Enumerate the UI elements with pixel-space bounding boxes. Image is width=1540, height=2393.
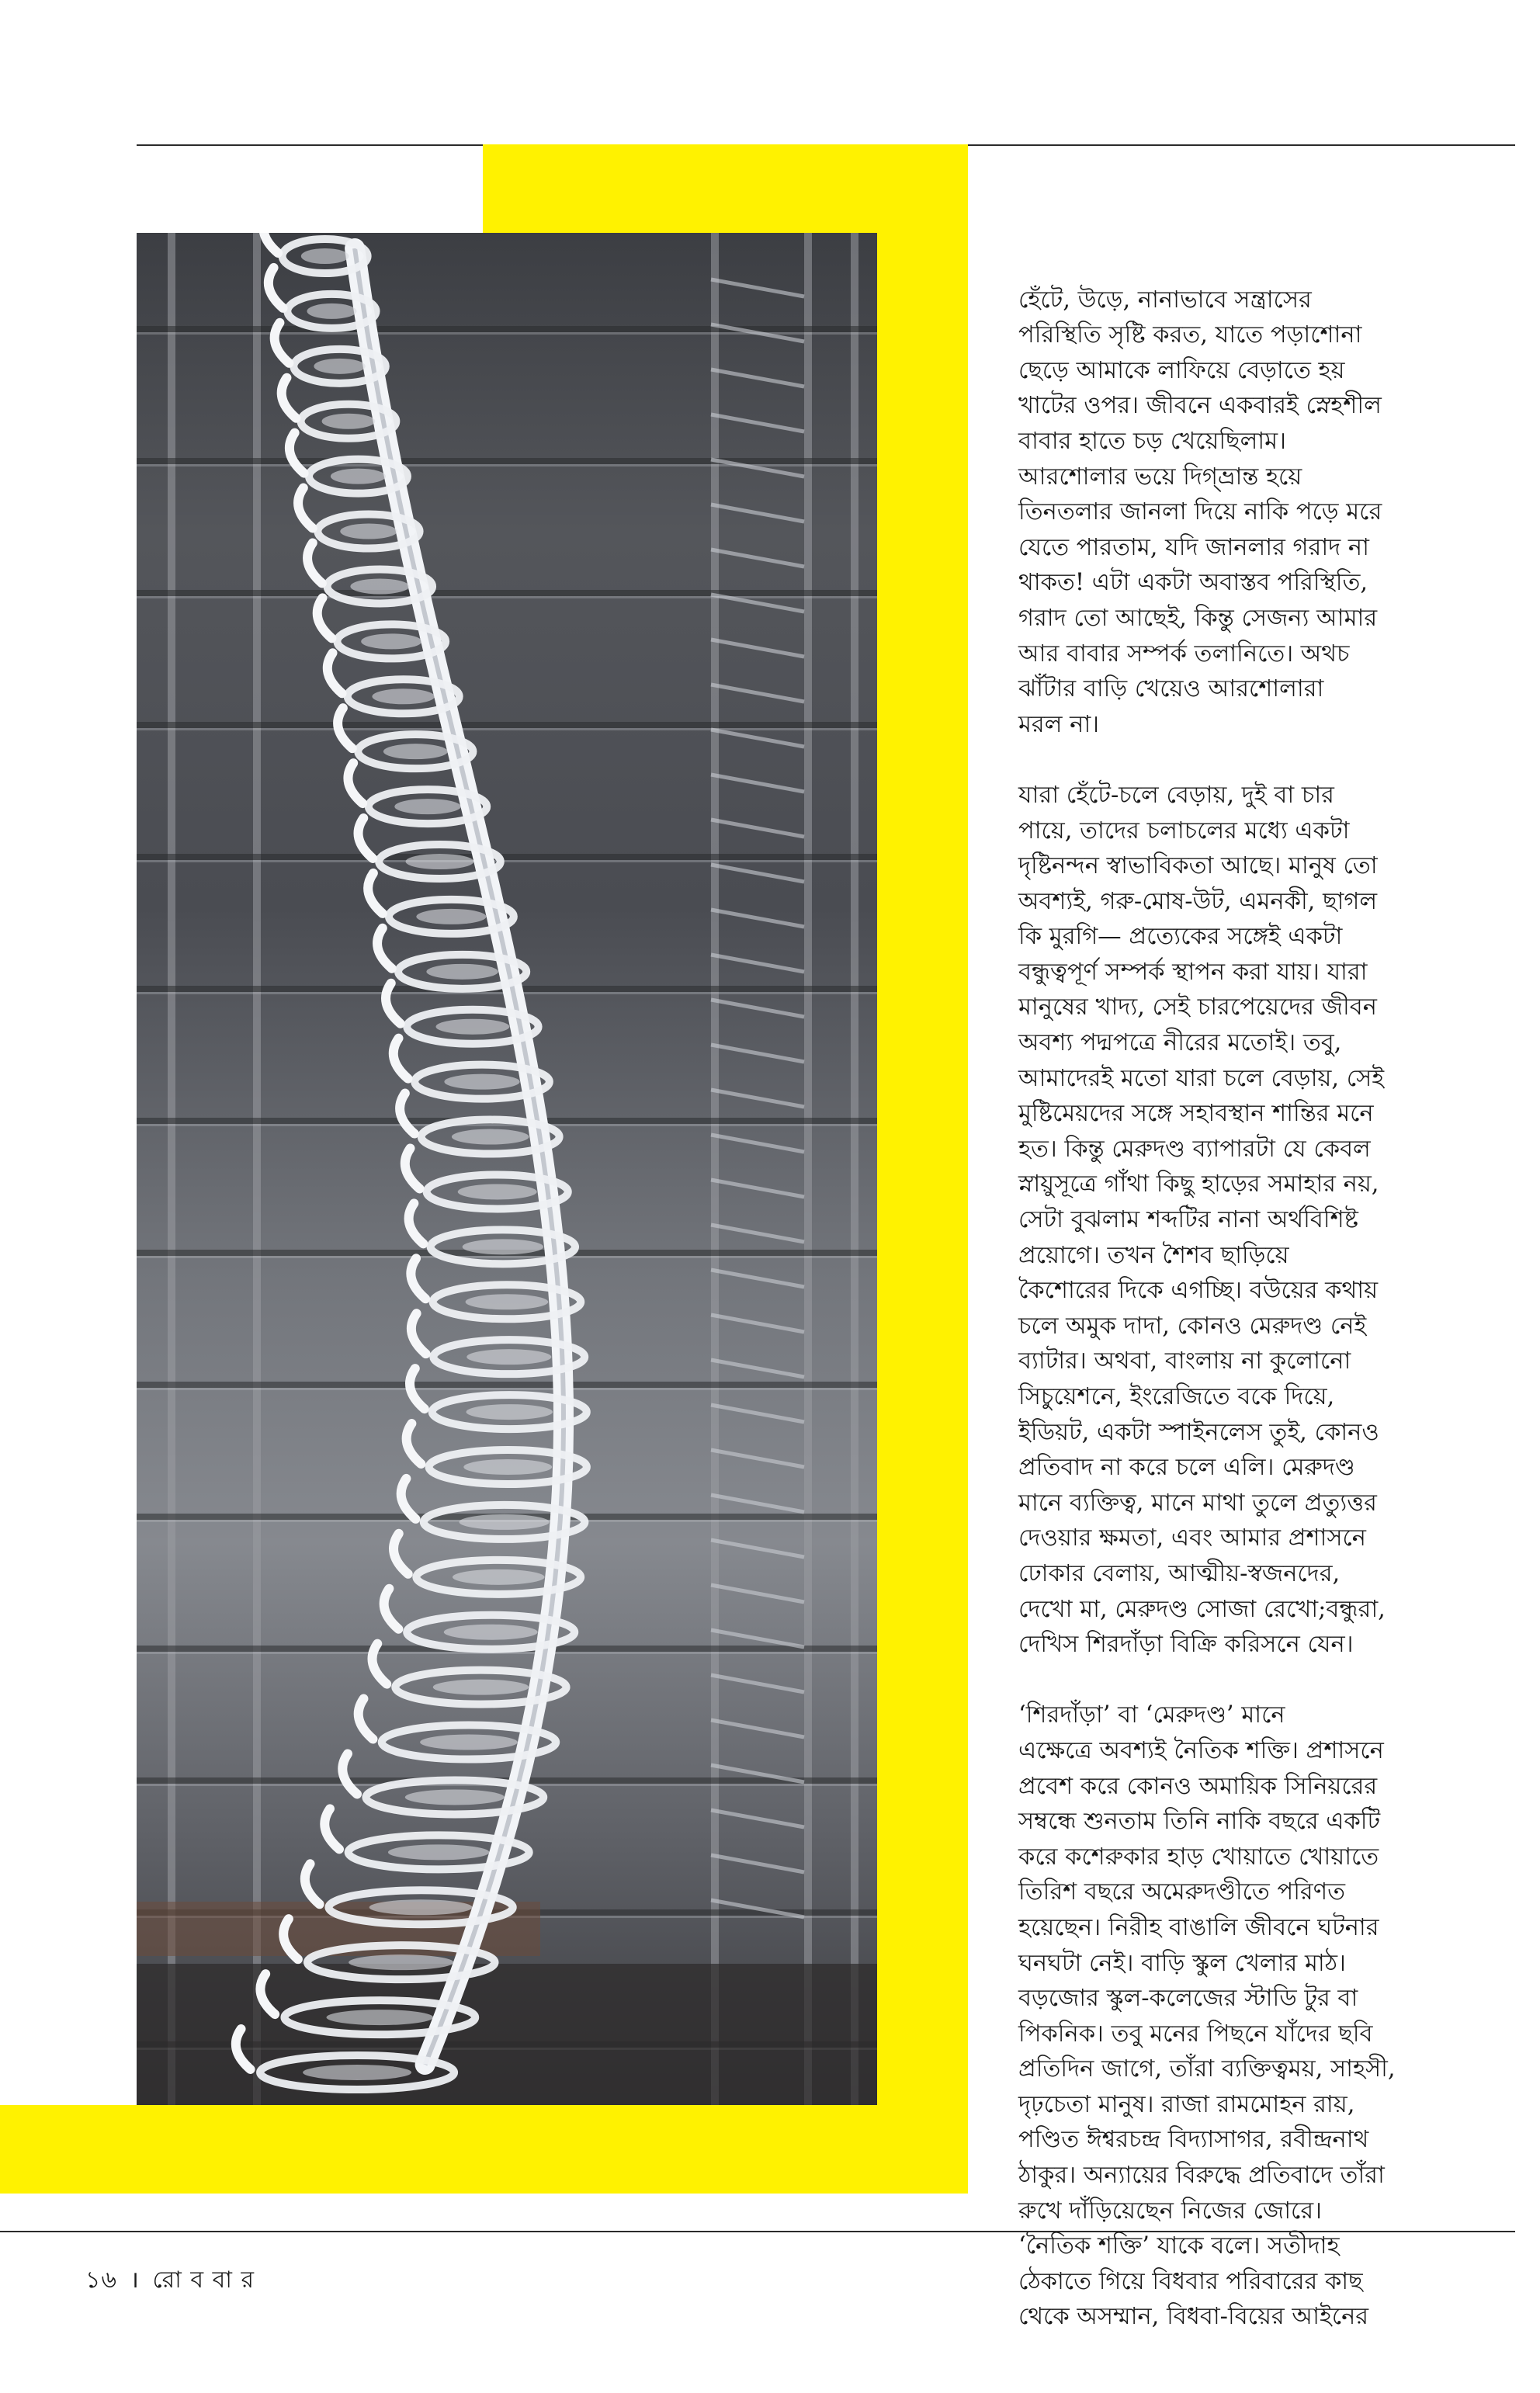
spine-sculpture-photo [137, 233, 877, 2105]
article-paragraph-2: যারা হেঁটে-চলে বেড়ায়, দুই বা চার পায়ে, তাদের চলাচলের মধ্যে একটা দৃষ্টিনন্দন স্বাভাবিকতা আছে। মানুষ তো অবশ্যই, গরু-মোষ-উট, এমনকী, ছাগল কি মুরগি— প্রত্যেকের সঙ্গেই একটা বন্ধুত্বপূর্ণ সম্পর্ক স্থাপন করা যায়। যারা মানুষের খাদ্য, সেই চারপেয়েদের জীবন অবশ্য পদ্মপত্রে নীরের মতোই। তবু, আমাদেরই মতো যারা চলে বেড়ায়, সেই মুষ্টিমেয়দের সঙ্গে সহাবস্থান শান্তির মনে হত। কিন্তু মেরুদণ্ড ব্যাপারটা যে কেবল স্নায়ুসূত্রে গাঁথা কিছু হাড়ের সমাহার নয়, সেটা বুঝলাম শব্দটির নানা অর্থবিশিষ্ট প্রয়োগে। তখন শৈশব ছাড়িয়ে কৈশোরের দিকে এগচ্ছি। বউয়ের কথায় চলে অমুক দাদা, কোনও মেরুদণ্ড নেই ব্যাটার। অথবা, বাংলায় না কুলোনো সিচুয়েশনে, ইংরেজিতে বকে দিয়ে, ইডিয়ট, একটা স্পাইনলেস তুই, কোনও প্রতিবাদ না করে চলে এলি। মেরুদণ্ড মানে ব্যক্তিত্ব, মানে মাথা তুলে প্রত্যুত্তর দেওয়ার ক্ষমতা, এবং আমার প্রশাসনে ঢোকার বেলায়, আত্মীয়-স্বজনদের, দেখো মা, মেরুদণ্ড সোজা রেখো;বন্ধুরা, দেখিস শিরদাঁড়া বিক্রি করিসনে যেন। [1018, 781, 1386, 1659]
article-body [1018, 247, 1444, 2370]
accent-block-right [877, 144, 968, 2194]
magazine-name: রো ব বা র [152, 2266, 255, 2294]
article-paragraph-1: হেঁটে, উড়ে, নানাভাবে সন্ত্রাসের পরিস্থিতি সৃষ্টি করত, যাতে পড়াশোনা ছেড়ে আমাকে লাফিয়ে বেড়াতে হয় খাটের ওপর। জীবনে একবারই স্নেহশীল বাবার হাতে চড় খেয়েছিলাম। আরশোলার ভয়ে দিগ্‌ভ্রান্ত হয়ে তিনতলার জানলা দিয়ে নাকি পড়ে মরে যেতে পারতাম, যদি জানলার গরাদ না থাকত! এটা একটা অবাস্তব পরিস্থিতি, গরাদ তো আছেই, কিন্তু সেজন্য আমার আর বাবার সম্পর্ক তলানিতে। অথচ ঝাঁটার বাড়ি খেয়েও আরশোলারা মরল না। [1018, 286, 1382, 738]
bottom-rule [0, 2231, 1515, 2232]
page-folio [85, 2265, 255, 2296]
spine-sculpture-image [137, 233, 877, 2105]
spine-sculpture [236, 233, 587, 2090]
page-number: ১৬ [85, 2266, 117, 2294]
folio-separator: । [130, 2266, 140, 2294]
accent-block-bottom [0, 2105, 968, 2194]
article-paragraph-3: ‘শিরদাঁড়া’ বা ‘মেরুদণ্ড’ মানে এক্ষেত্রে অবশ্যই নৈতিক শক্তি। প্রশাসনে প্রবেশ করে কোনও অমায়িক সিনিয়রের সম্বন্ধে শুনতাম তিনি নাকি বছরে একটি করে কশেরুকার হাড় খোয়াতে খোয়াতে তিরিশ বছরে অমেরুদণ্ডীতে পরিণত হয়েছেন। নিরীহ বাঙালি জীবনে ঘটনার ঘনঘটা নেই। বাড়ি স্কুল খেলার মাঠ। বড়জোর স্কুল-কলেজের স্টাডি টুর বা পিকনিক। তবু মনের পিছনে যাঁদের ছবি প্রতিদিন জাগে, তাঁরা ব্যক্তিত্বময়, সাহসী, দৃঢ়চেতা মানুষ। রাজা রামমোহন রায়, পণ্ডিত ঈশ্বরচন্দ্র বিদ্যাসাগর, রবীন্দ্রনাথ ঠাকুর। অন্যায়ের বিরুদ্ধে প্রতিবাদে তাঁরা রুখে দাঁড়িয়েছেন নিজের জোরে। ‘নৈতিক শক্তি’ যাকে বলে। সতীদাহ ঠেকাতে গিয়ে বিধবার পরিবারের কাছ থেকে অসম্মান, বিধবা-বিয়ের আইনের [1018, 1701, 1396, 2331]
